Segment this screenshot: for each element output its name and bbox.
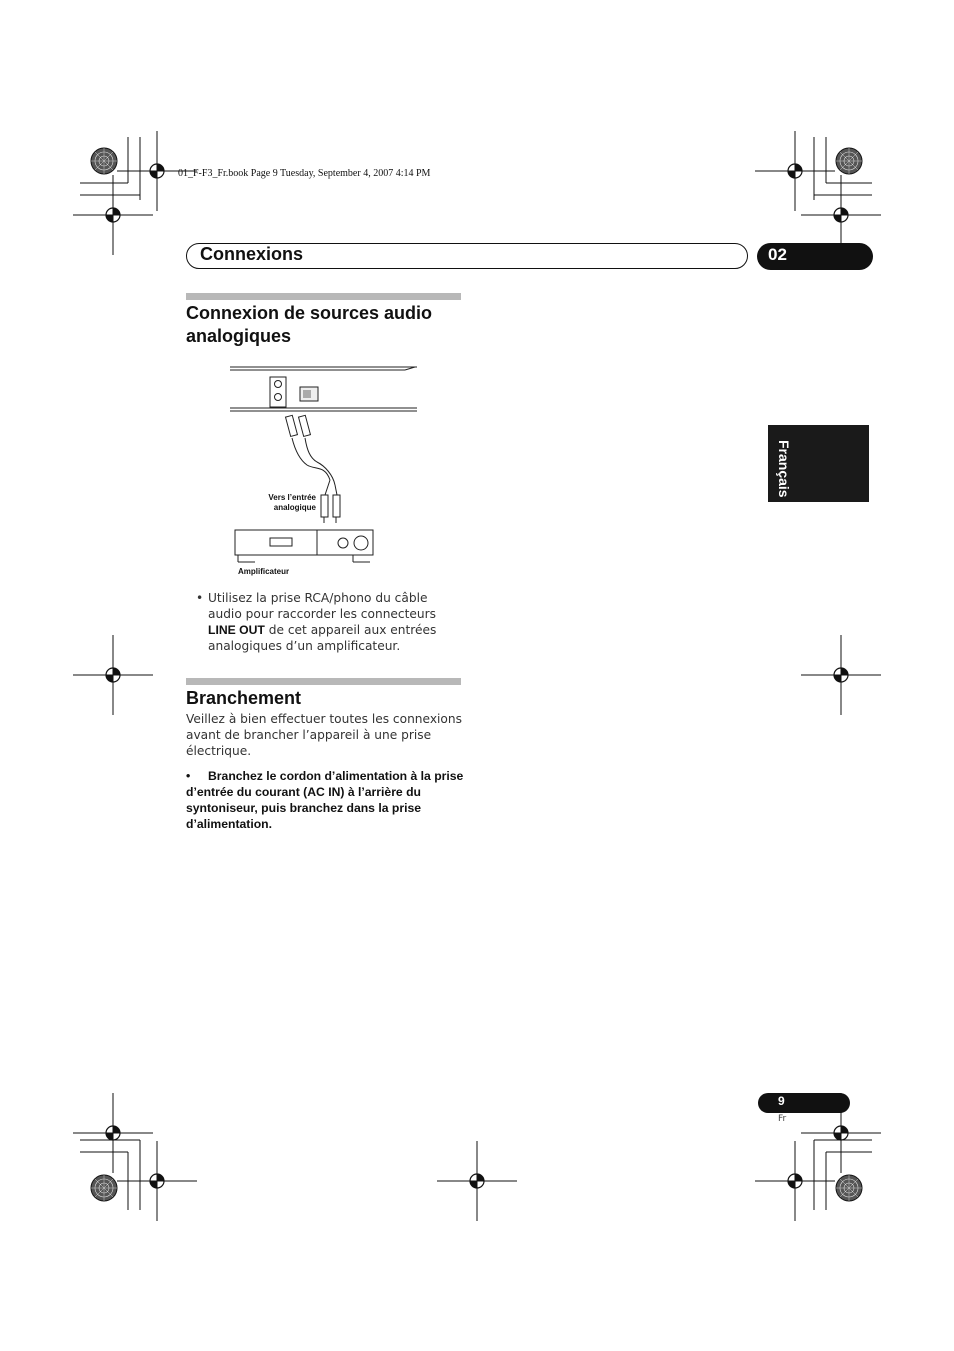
section-heading-branchement: Branchement bbox=[186, 688, 302, 708]
diagram-label-input-line-2: analogique bbox=[273, 503, 316, 512]
bullet-text bbox=[208, 590, 462, 654]
diagram-label-amplifier: Amplificateur bbox=[238, 567, 290, 576]
bullet-text-after: de cet appareil aux entrées analogiques d’un amplificateur. bbox=[208, 623, 437, 653]
section-intro: Veillez à bien effectuer toutes les connexions avant de brancher l’appareil à une prise électrique. bbox=[186, 712, 462, 758]
connection-diagram bbox=[225, 360, 425, 580]
instruction-text: Branchez le cordon d’alimentation à la prise d’entrée du courant (AC IN) à l’arrière du syntoniseur, puis branchez dans la prise d’alimentation. bbox=[186, 769, 464, 831]
bullet-text-before: Utilisez la prise RCA/phono du câble audio pour raccorder les connecteurs bbox=[208, 591, 436, 621]
bullet-marker: • bbox=[196, 591, 204, 605]
page-language-code: Fr bbox=[778, 1114, 787, 1124]
page-number-badge bbox=[758, 1093, 850, 1113]
chapter-title: Connexions bbox=[200, 244, 304, 264]
section-heading-line-1: Connexion de sources audio bbox=[186, 303, 433, 323]
page-number: 9 bbox=[778, 1094, 785, 1108]
diagram-label-input bbox=[256, 493, 316, 513]
chapter-number: 02 bbox=[768, 245, 787, 264]
bullet-emphasis: LINE OUT bbox=[208, 623, 265, 637]
section-heading bbox=[186, 302, 466, 348]
section-heading-line-2: analogiques bbox=[186, 326, 292, 346]
section-rule bbox=[186, 678, 461, 685]
print-info: 01_F-F3_Fr.book Page 9 Tuesday, September 4, 2007 4:14 PM bbox=[178, 168, 431, 179]
language-tab-label: Français bbox=[776, 440, 792, 498]
diagram-label-input-line-1: Vers l’entrée bbox=[268, 493, 316, 502]
instruction-bullet: • bbox=[186, 769, 191, 783]
section-rule bbox=[186, 293, 461, 300]
